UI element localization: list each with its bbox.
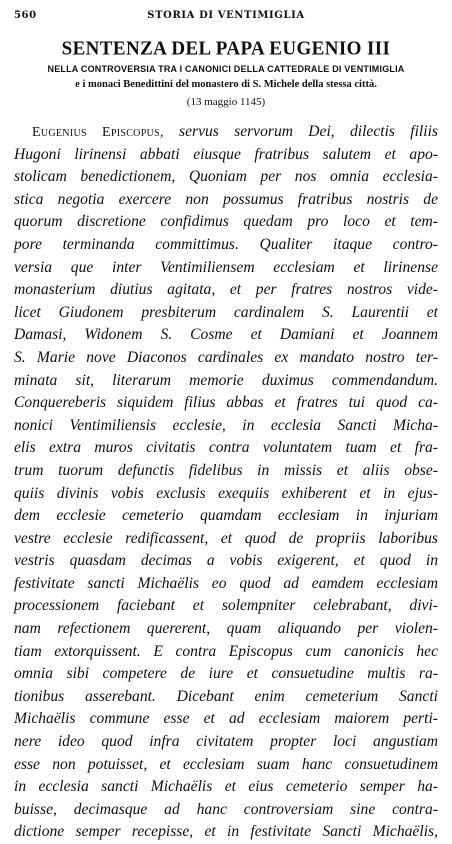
- body-line: versia que inter Ventimiliensem ecclesiam et lirinense: [14, 258, 438, 276]
- body-line: Conquereberis siquidem filius abbas et fratres tui quod ca-: [14, 394, 438, 412]
- body-line-text: servus servorum Dei, dilectis filiis: [163, 123, 438, 140]
- body-line: Hugoni lirinensi abbati eiusque fratribus salutem et apo-: [14, 145, 438, 163]
- opening-smallcaps: Eugenius Episcopus,: [32, 125, 164, 140]
- body-text: [14, 121, 438, 844]
- body-line: quorum discretione confidimus quedam pro loco et tem-: [14, 213, 438, 231]
- body-line: licet Giudonem presbiterum cardinalem S. Laurentii et: [14, 303, 438, 321]
- body-line: dem ecclesie cemeterio quamdam ecclesiam in injuriam: [14, 507, 438, 525]
- body-line: monasterium diutius agitata, et per fratres nostros vide-: [14, 281, 438, 299]
- body-line: S. Marie nove Diaconos cardinales ex mandato nostro ter-: [14, 348, 438, 366]
- page-number: 560: [14, 10, 37, 21]
- body-line: vestris quasdam decimas a vobis exigerent, et quod in: [14, 552, 438, 570]
- body-line: quiis divinis vobis exclusis exequiis exhiberent et in ejus-: [14, 484, 438, 502]
- body-line: omnia sibi competere de iure et consuetudine multis ra-: [14, 665, 438, 683]
- body-line: vestre ecclesie redificassent, et quod de propriis laboribus: [14, 529, 438, 547]
- running-title: STORIA DI VENTIMIGLIA: [147, 10, 305, 21]
- document-subtitle-line-2: e i monaci Benedittini del monastero di S. Michele della stessa città.: [75, 79, 377, 90]
- document-date: (13 maggio 1145): [186, 96, 266, 108]
- body-line: minata sit, literarum memorie duximus commendandum.: [14, 371, 438, 389]
- body-line: Damasi, Widonem S. Cosme et Damiani et Joannem: [14, 326, 438, 344]
- body-line: nonici Ventimiliensis ecclesie, in ecclesia Sancti Micha-: [14, 416, 438, 434]
- body-line: pore terminanda committimus. Qualiter itaque contro-: [14, 235, 438, 253]
- running-head: [14, 6, 438, 24]
- document-title: SENTENZA DEL PAPA EUGENIO III: [61, 37, 391, 60]
- body-line: trum tuorum defunctis fidelibus in missis et aliis obse-: [14, 461, 438, 479]
- body-line: festivitate sancti Michaëlis eo quod ad eamdem ecclesiam: [14, 574, 438, 592]
- body-line: elis extra muros civitatis contra voluntatem tuam et fra-: [14, 439, 438, 457]
- body-line: buisse, decimasque ad hanc controversiam sine contra-: [14, 800, 438, 818]
- body-line: nere ideo quod infra civitatem propter loci angustiam: [14, 733, 438, 751]
- body-line: in ecclesia sancti Michaëlis et eius cemeterio semper ha-: [14, 778, 438, 796]
- body-line: tionibus asserebant. Dicebant enim cemeterium Sancti: [14, 687, 438, 705]
- document-subtitle-line-1: NELLA CONTROVERSIA TRA I CANONICI DELLA CATTEDRALE DI VENTIMIGLIA: [47, 64, 405, 74]
- body-line: esse non potuisset, et ecclesiam suam hanc consuetudinem: [14, 755, 438, 773]
- body-line: stica negotia exercere non possumus fratribus nostris de: [14, 190, 438, 208]
- body-line: nam refectionem quererent, quam aliquando per violen-: [14, 620, 438, 638]
- body-line: processionem faciebant et solempniter celebrabant, divi-: [14, 597, 438, 615]
- body-line: dictione semper recepisse, et in festivitate Sancti Michaëlis,: [14, 823, 438, 841]
- body-line: tiam extorquissent. E contra Episcopus cum canonicis hec: [14, 642, 438, 660]
- body-line: stolicam benedictionem, Quoniam per nos omnia ecclesia-: [14, 168, 438, 186]
- body-line: Michaëlis commune esse et ad ecclesiam maiorem perti-: [14, 710, 438, 728]
- body-line: [14, 121, 438, 144]
